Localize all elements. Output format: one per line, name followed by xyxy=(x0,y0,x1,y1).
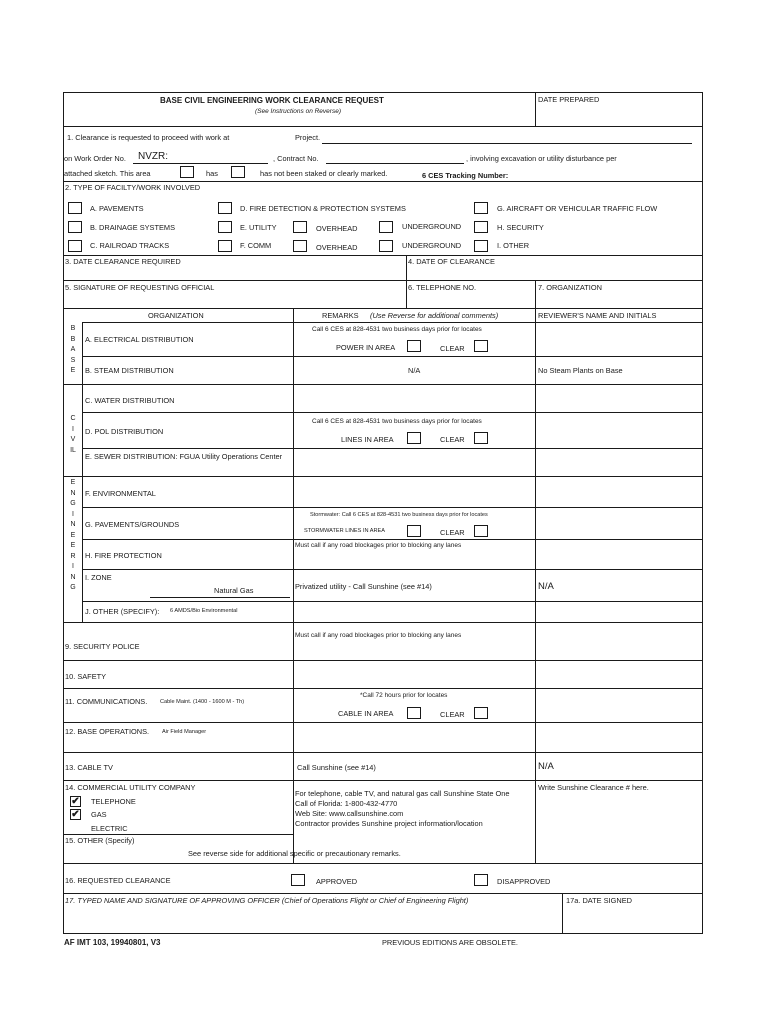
telephone-label: TELEPHONE xyxy=(91,797,136,806)
stormwater-clear-checkbox[interactable] xyxy=(474,525,488,537)
lines-in-area-checkbox[interactable] xyxy=(407,432,421,444)
power-in-area-checkbox[interactable] xyxy=(407,340,421,352)
pavements-label: A. PAVEMENTS xyxy=(90,204,144,213)
sunshine-remark-3: Web Site: www.callsunshine.com xyxy=(295,809,404,818)
divider xyxy=(63,476,703,477)
zone-field-line xyxy=(150,597,290,598)
lines-clear-checkbox[interactable] xyxy=(474,432,488,444)
drainage-label: B. DRAINAGE SYSTEMS xyxy=(90,223,176,232)
divider xyxy=(63,384,703,385)
clearance-request-label: 1. Clearance is requested to proceed with work at xyxy=(67,133,230,142)
security-checkbox[interactable] xyxy=(474,221,488,233)
zone-label: I. ZONE xyxy=(85,573,112,582)
power-clear-label: CLEAR xyxy=(440,344,465,353)
work-order-field-line xyxy=(133,163,268,164)
steam-reviewer: No Steam Plants on Base xyxy=(538,366,623,375)
stormwater-clear-label: CLEAR xyxy=(440,528,465,537)
facility-type-heading: 2. TYPE OF FACILTY/WORK INVOLVED xyxy=(65,183,201,192)
zone-reviewer: N/A xyxy=(538,581,554,592)
date-signed-label: 17a. DATE SIGNED xyxy=(566,896,632,905)
cable-in-area-label: CABLE IN AREA xyxy=(338,709,394,718)
divider xyxy=(63,863,703,864)
stormwater-lines-checkbox[interactable] xyxy=(407,525,421,537)
electrical-distribution-label: A. ELECTRICAL DISTRIBUTION xyxy=(85,335,194,344)
commercial-utility-label: 14. COMMERCIAL UTILITY COMPANY xyxy=(65,783,196,792)
natural-gas-label: Natural Gas xyxy=(214,586,254,595)
pavements-checkbox[interactable] xyxy=(68,202,82,214)
divider xyxy=(63,660,703,661)
cable-clear-checkbox[interactable] xyxy=(474,707,488,719)
fire-detection-label: D. FIRE DETECTION & PROTECTION SYSTEMS xyxy=(240,204,406,213)
lines-clear-label: CLEAR xyxy=(440,435,465,444)
divider xyxy=(82,356,703,357)
railroad-label: C. RAILROAD TRACKS xyxy=(90,241,170,250)
tracking-number-label: 6 CES Tracking Number: xyxy=(422,171,509,180)
approved-checkbox[interactable] xyxy=(291,874,305,886)
comm-overhead-label: OVERHEAD xyxy=(316,243,358,252)
date-required-label: 3. DATE CLEARANCE REQUIRED xyxy=(65,257,181,266)
aircraft-traffic-checkbox[interactable] xyxy=(474,202,488,214)
power-clear-checkbox[interactable] xyxy=(474,340,488,352)
fire-detection-checkbox[interactable] xyxy=(218,202,232,214)
divider xyxy=(63,722,703,723)
other-checkbox[interactable] xyxy=(474,240,488,252)
comm-underground-label: UNDERGROUND xyxy=(402,241,462,250)
form-subtitle: (See Instructions on Reverse) xyxy=(255,108,341,115)
cable-in-area-checkbox[interactable] xyxy=(407,707,421,719)
divider xyxy=(82,601,703,602)
sunshine-reviewer: Write Sunshine Clearance # here. xyxy=(538,783,649,792)
stormwater-remark: Stormwater: Call 6 CES at 828-4531 two business days prior for locates xyxy=(310,512,488,518)
disapproved-label: DISAPPROVED xyxy=(497,877,551,886)
utility-label: E. UTILITY xyxy=(240,223,277,232)
divider xyxy=(82,412,703,413)
col-remarks-note: (Use Reverse for additional comments) xyxy=(370,311,499,320)
divider xyxy=(63,688,703,689)
comm-checkbox[interactable] xyxy=(218,240,232,252)
cable-tv-label: 13. CABLE TV xyxy=(65,763,113,772)
utility-checkbox[interactable] xyxy=(218,221,232,233)
divider xyxy=(63,255,703,256)
lines-in-area-label: LINES IN AREA xyxy=(341,435,394,444)
contract-label: , Contract No. xyxy=(273,154,319,163)
requested-clearance-label: 16. REQUESTED CLEARANCE xyxy=(65,876,171,885)
form-title: BASE CIVIL ENGINEERING WORK CLEARANCE REQUEST xyxy=(160,96,384,105)
divider xyxy=(562,893,563,934)
communications-value: Cable Maint. (1400 - 1600 M - Th) xyxy=(160,699,245,705)
cable-tv-reviewer: N/A xyxy=(538,761,554,772)
other-specify-15-label: 15. OTHER (Specify) xyxy=(65,836,135,845)
involving-label: , involving excavation or utility disturbance per xyxy=(466,154,617,163)
has-label: has xyxy=(206,169,218,178)
divider xyxy=(82,507,703,508)
comm-underground-checkbox[interactable] xyxy=(379,240,393,252)
water-distribution-label: C. WATER DISTRIBUTION xyxy=(85,396,175,405)
divider xyxy=(63,780,703,781)
security-label: H. SECURITY xyxy=(497,223,544,232)
divider xyxy=(63,752,703,753)
disapproved-checkbox[interactable] xyxy=(474,874,488,886)
has-not-label: has not been staked or clearly marked. xyxy=(260,169,388,178)
sunshine-remark-4: Contractor provides Sunshine project information/location xyxy=(295,819,483,828)
gas-checkbox[interactable]: ✔ xyxy=(71,809,80,820)
reverse-side-note: See reverse side for additional specific or precautionary remarks. xyxy=(188,849,401,858)
sunshine-remark-2: Call of Florida: 1-800-432-4770 xyxy=(295,799,398,808)
area-has-checkbox[interactable] xyxy=(180,166,194,178)
comm-overhead-checkbox[interactable] xyxy=(293,240,307,252)
work-order-label: on Work Order No. xyxy=(64,154,126,163)
col-remarks: REMARKS xyxy=(322,311,359,320)
divider xyxy=(535,92,536,126)
electrical-remark: Call 6 CES at 828-4531 two business days prior for locates xyxy=(312,326,482,333)
col-reviewer: REVIEWER'S NAME AND INITIALS xyxy=(538,311,657,320)
base-side-letters: B B A S E xyxy=(70,325,76,374)
electric-label: ELECTRIC xyxy=(91,824,128,833)
utility-overhead-checkbox[interactable] xyxy=(293,221,307,233)
project-field-line[interactable] xyxy=(322,143,692,144)
divider xyxy=(406,255,407,308)
security-police-label: 9. SECURITY POLICE xyxy=(65,642,140,651)
drainage-checkbox[interactable] xyxy=(68,221,82,233)
contract-field-line[interactable] xyxy=(326,163,464,164)
divider xyxy=(82,539,703,540)
divider xyxy=(63,622,703,623)
sewer-distribution-label: E. SEWER DISTRIBUTION: FGUA Utility Operations Center xyxy=(85,452,283,461)
divider xyxy=(535,280,536,308)
civil-side-letters: C I V IL xyxy=(70,415,76,454)
work-order-value[interactable]: NVZR: xyxy=(138,151,168,162)
stormwater-lines-label: STORMWATER LINES IN AREA xyxy=(304,528,386,534)
privatized-utility-remark: Privatized utility - Call Sunshine (see #14) xyxy=(295,582,432,591)
telephone-label: 6. TELEPHONE NO. xyxy=(408,283,477,292)
telephone-checkbox[interactable]: ✔ xyxy=(71,796,80,807)
comm-label: F. COMM xyxy=(240,241,272,250)
divider xyxy=(82,322,83,622)
communications-label: 11. COMMUNICATIONS. xyxy=(65,697,148,706)
other-specify-label: J. OTHER (SPECIFY): xyxy=(85,607,160,616)
divider xyxy=(82,448,703,449)
pavements-grounds-label: G. PAVEMENTS/GROUNDS xyxy=(85,520,180,529)
approved-label: APPROVED xyxy=(316,877,358,886)
steam-distribution-label: B. STEAM DISTRIBUTION xyxy=(85,366,174,375)
divider xyxy=(63,308,703,309)
divider xyxy=(63,181,703,182)
divider xyxy=(63,834,293,835)
divider xyxy=(63,126,703,127)
divider xyxy=(82,322,703,323)
date-prepared-label: DATE PREPARED xyxy=(538,95,600,104)
utility-underground-label: UNDERGROUND xyxy=(402,222,462,231)
form-identifier: AF IMT 103, 19940801, V3 xyxy=(64,938,161,947)
divider xyxy=(82,569,703,570)
cable-clear-label: CLEAR xyxy=(440,710,465,719)
locates-72-remark: *Call 72 hours prior for locates xyxy=(360,692,448,699)
other-label: I. OTHER xyxy=(497,241,530,250)
base-operations-label: 12. BASE OPERATIONS. xyxy=(65,727,150,736)
gas-label: GAS xyxy=(91,810,107,819)
pol-distribution-label: D. POL DISTRIBUTION xyxy=(85,427,164,436)
date-of-clearance-label: 4. DATE OF CLEARANCE xyxy=(408,257,495,266)
pol-remark: Call 6 CES at 828-4531 two business days prior for locates xyxy=(312,418,482,425)
safety-label: 10. SAFETY xyxy=(65,672,107,681)
power-in-area-label: POWER IN AREA xyxy=(336,343,396,352)
divider xyxy=(63,893,703,894)
environmental-label: F. ENVIRONMENTAL xyxy=(85,489,156,498)
organization-label: 7. ORGANIZATION xyxy=(538,283,602,292)
sunshine-remark-1: For telephone, cable TV, and natural gas call Sunshine State One xyxy=(295,789,510,798)
utility-overhead-label: OVERHEAD xyxy=(316,224,358,233)
project-label: Project. xyxy=(295,133,321,142)
road-blockage-remark: Must call if any road blockages prior to blocking any lanes xyxy=(295,542,462,549)
signature-label: 5. SIGNATURE OF REQUESTING OFFICIAL xyxy=(65,283,215,292)
utility-underground-checkbox[interactable] xyxy=(379,221,393,233)
cable-tv-remark: Call Sunshine (see #14) xyxy=(297,763,376,772)
other-specify-value: 6 AMDS/Bio Environmental xyxy=(170,608,238,614)
divider xyxy=(63,280,703,281)
base-operations-value: Air Field Manager xyxy=(162,729,207,735)
attached-sketch-label: attached sketch. This area xyxy=(64,169,151,178)
previous-editions-note: PREVIOUS EDITIONS ARE OBSOLETE. xyxy=(382,938,518,947)
area-has-not-checkbox[interactable] xyxy=(231,166,245,178)
col-organization: ORGANIZATION xyxy=(148,311,204,320)
fire-protection-label: H. FIRE PROTECTION xyxy=(85,551,162,560)
engineering-side-letters: E N G I N E E R I N G xyxy=(70,479,76,591)
steam-remark: N/A xyxy=(408,366,421,375)
security-police-remark: Must call if any road blockages prior to blocking any lanes xyxy=(295,632,462,639)
aircraft-traffic-label: G. AIRCRAFT OR VEHICULAR TRAFFIC FLOW xyxy=(497,204,658,213)
approving-officer-label: 17. TYPED NAME AND SIGNATURE OF APPROVING OFFICER (Chief of Operations Flight or Chief of Engineering Flight) xyxy=(65,896,469,905)
railroad-checkbox[interactable] xyxy=(68,240,82,252)
